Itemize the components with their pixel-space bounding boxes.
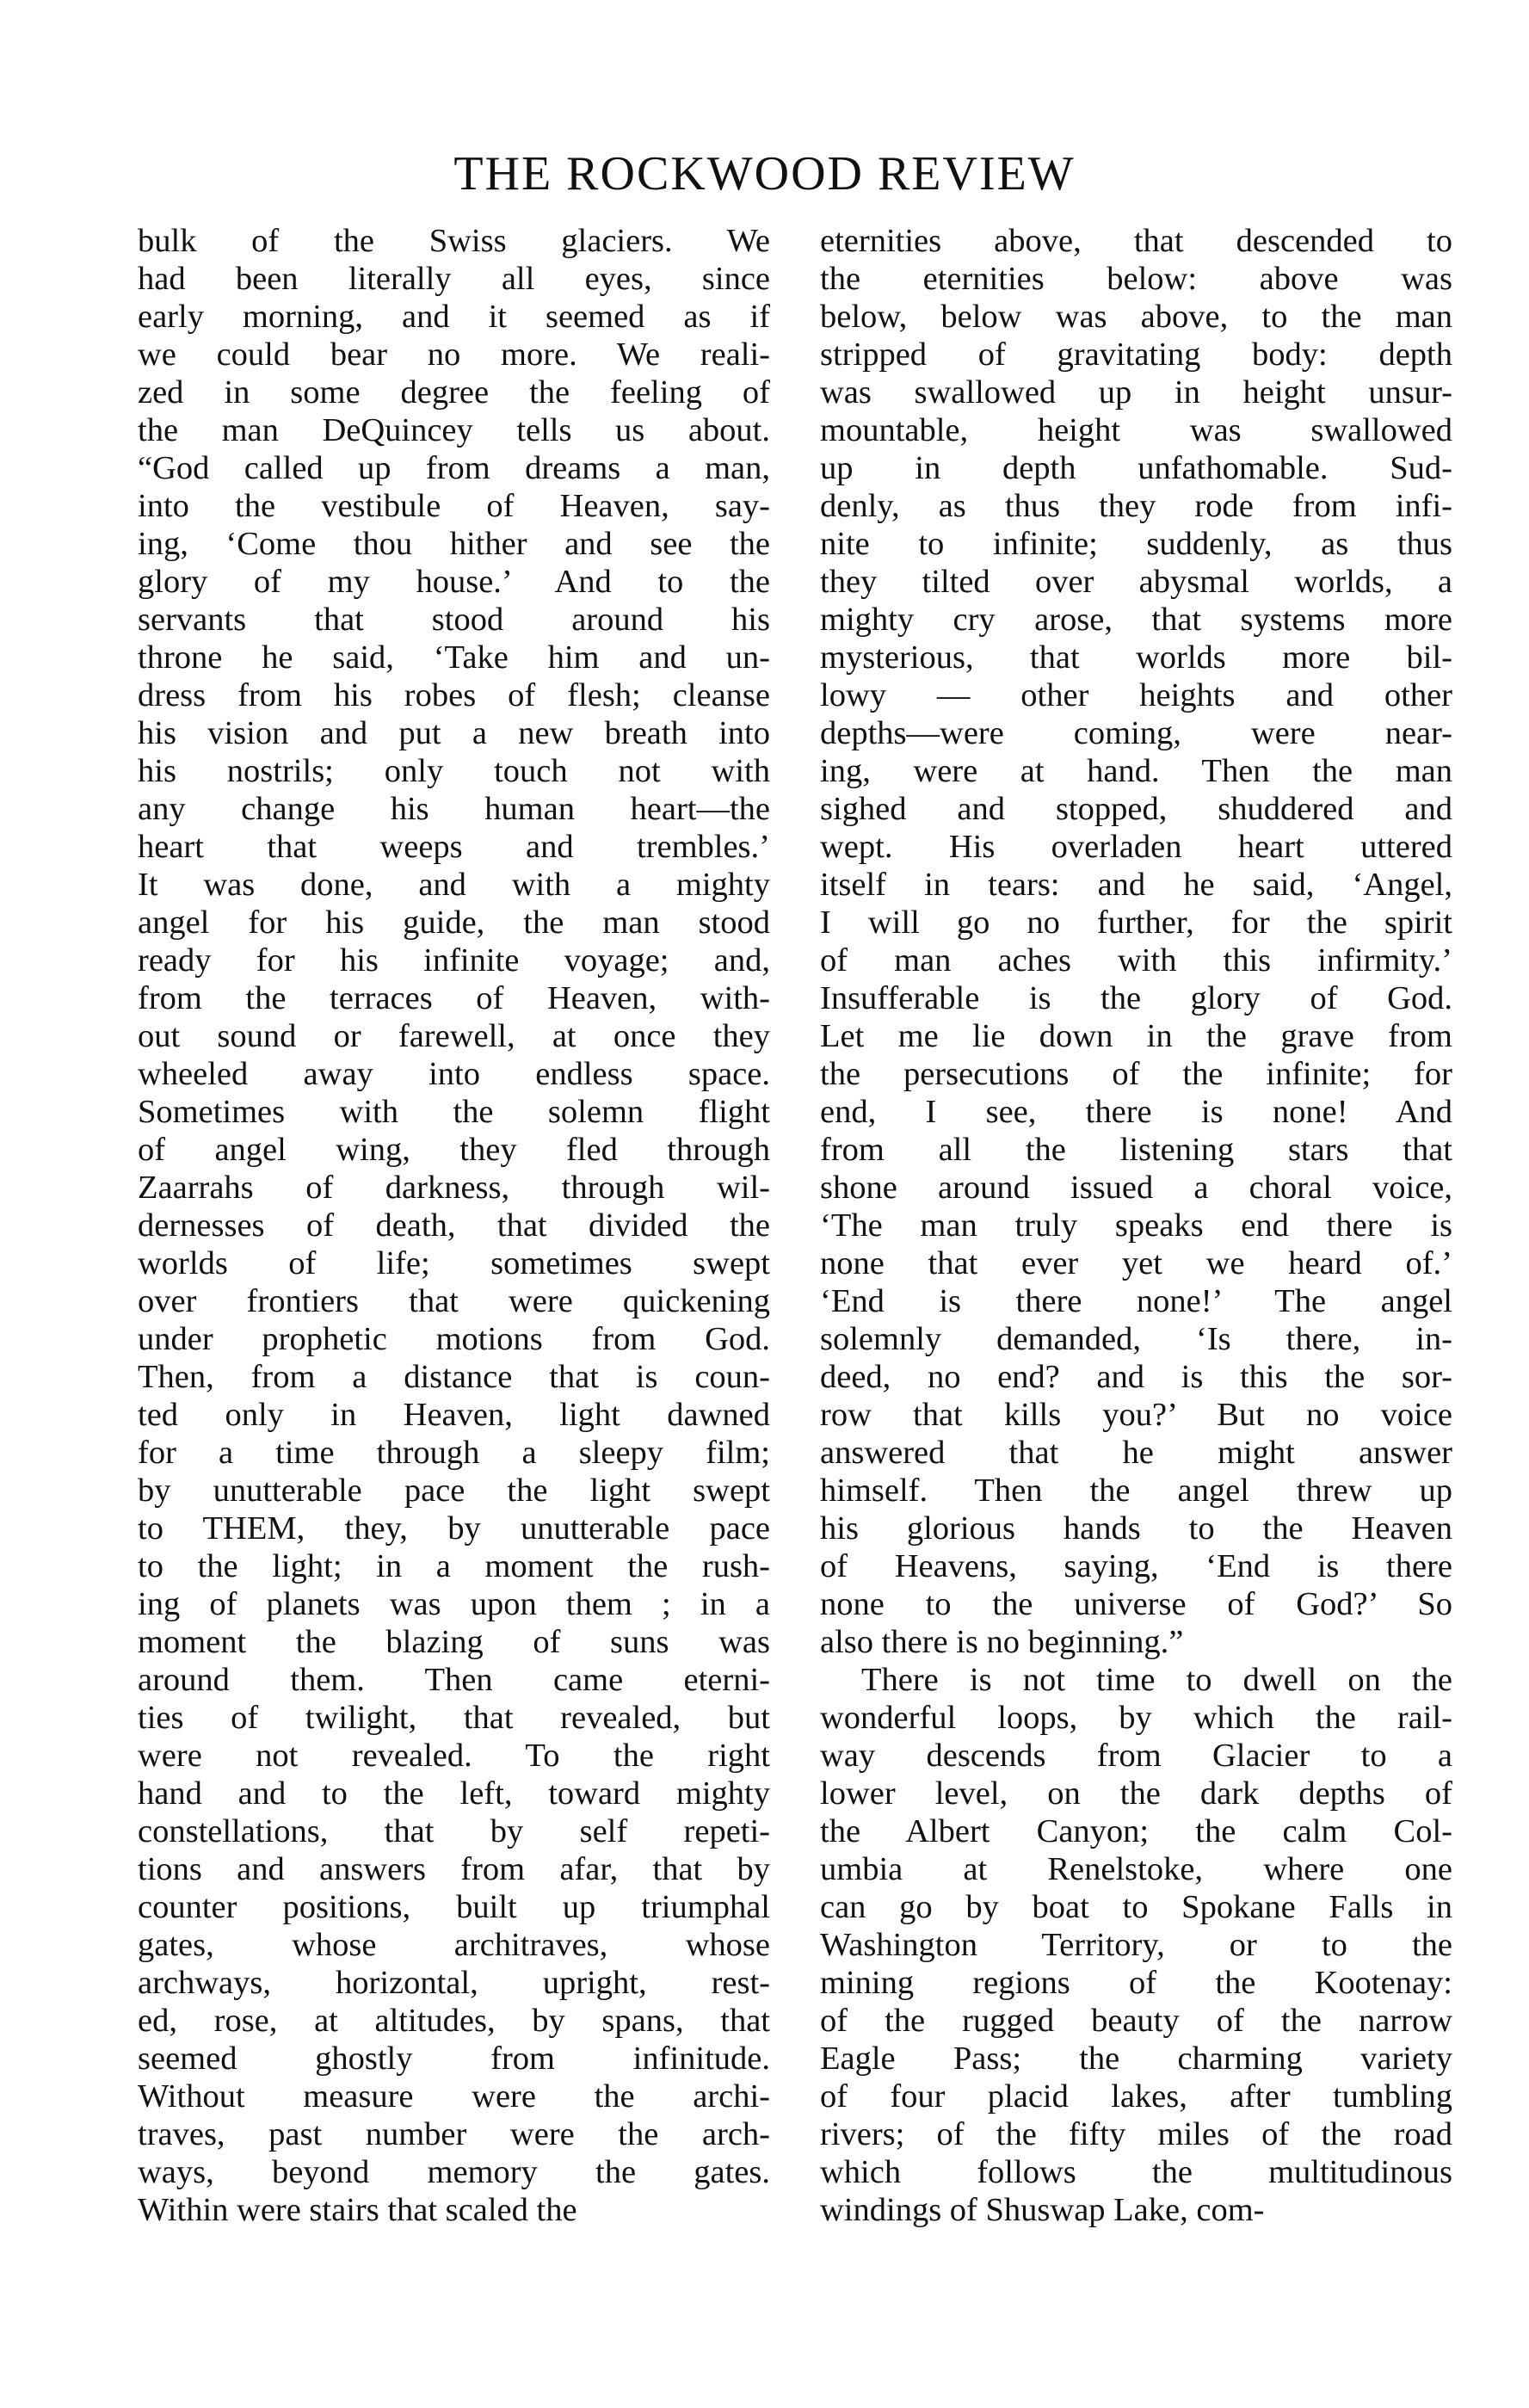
text-line: over frontiers that were quickening xyxy=(138,1283,770,1319)
text-line: zed in some degree the feeling of xyxy=(138,374,770,411)
text-line: Eagle Pass; the charming variety xyxy=(820,2041,1452,2077)
text-line: counter positions, built up triumphal xyxy=(138,1889,770,1925)
text-line: solemnly demanded, ‘Is there, in- xyxy=(820,1321,1452,1357)
running-title: THE ROCKWOOD REVIEW xyxy=(453,147,1076,201)
text-line: gates, whose architraves, whose xyxy=(138,1927,770,1963)
text-line: wept. His overladen heart uttered xyxy=(820,829,1452,865)
text-line: of four placid lakes, after tumbling xyxy=(820,2078,1452,2115)
text-line: for a time through a sleepy film; xyxy=(138,1435,770,1471)
text-line: of Heavens, saying, ‘End is there xyxy=(820,1548,1452,1584)
text-line: ed, rose, at altitudes, by spans, that xyxy=(138,2003,770,2039)
text-line: rivers; of the fifty miles of the road xyxy=(820,2116,1452,2152)
text-line: we could bear no more. We reali- xyxy=(138,337,770,373)
text-line: itself in tears: and he said, ‘Angel, xyxy=(820,867,1452,903)
text-line: of the rugged beauty of the narrow xyxy=(820,2003,1452,2039)
text-line: glory of my house.’ And to the xyxy=(138,564,770,600)
text-line: up in depth unfathomable. Sud- xyxy=(820,450,1452,486)
text-line: himself. Then the angel threw up xyxy=(820,1473,1452,1509)
text-line: the man DeQuincey tells us about. xyxy=(138,412,770,448)
text-line: nite to infinite; suddenly, as thus xyxy=(820,526,1452,562)
text-line: ing of planets was upon them ; in a xyxy=(138,1586,770,1622)
text-line: ways, beyond memory the gates. xyxy=(138,2154,770,2190)
text-line: tions and answers from afar, that by xyxy=(138,1851,770,1887)
text-line: There is not time to dwell on the xyxy=(861,1662,1452,1698)
text-line: around them. Then came eterni- xyxy=(138,1662,770,1698)
text-line: by unutterable pace the light swept xyxy=(138,1473,770,1509)
text-line: windings of Shuswap Lake, com- xyxy=(820,2192,1265,2228)
text-line: row that kills you?’ But no voice xyxy=(820,1397,1452,1433)
text-line: umbia at Renelstoke, where one xyxy=(820,1851,1452,1887)
text-line: can go by boat to Spokane Falls in xyxy=(820,1889,1452,1925)
text-line: to THEM, they, by unutterable pace xyxy=(138,1510,770,1547)
text-line: Washington Territory, or to the xyxy=(820,1927,1452,1963)
text-line: denly, as thus they rode from infi- xyxy=(820,488,1452,524)
text-line: traves, past number were the arch- xyxy=(138,2116,770,2152)
text-line: deed, no end? and is this the sor- xyxy=(820,1359,1452,1395)
text-line: It was done, and with a mighty xyxy=(138,867,770,903)
text-line: of angel wing, they fled through xyxy=(138,1132,770,1168)
text-line: end, I see, there is none! And xyxy=(820,1094,1452,1130)
text-line: of man aches with this infirmity.’ xyxy=(820,942,1452,979)
text-line: stripped of gravitating body: depth xyxy=(820,337,1452,373)
text-line: wheeled away into endless space. xyxy=(138,1056,770,1092)
text-line: ties of twilight, that revealed, but xyxy=(138,1700,770,1736)
text-line: wonderful loops, by which the rail- xyxy=(820,1700,1452,1736)
right-text-column xyxy=(820,222,1452,2229)
text-line: his glorious hands to the Heaven xyxy=(820,1510,1452,1547)
text-line: Zaarrahs of darkness, through wil- xyxy=(138,1170,770,1206)
text-line: worlds of life; sometimes swept xyxy=(138,1245,770,1281)
text-line: shone around issued a choral voice, xyxy=(820,1170,1452,1206)
text-line: mining regions of the Kootenay: xyxy=(820,1965,1452,2001)
text-line: from the terraces of Heaven, with- xyxy=(138,980,770,1016)
text-line: below, below was above, to the man xyxy=(820,299,1452,335)
text-line: which follows the multitudinous xyxy=(820,2154,1452,2190)
text-line: depths—were coming, were near- xyxy=(820,715,1452,751)
text-line: heart that weeps and trembles.’ xyxy=(138,829,770,865)
text-line: out sound or farewell, at once they xyxy=(138,1018,770,1054)
text-line: dress from his robes of flesh; cleanse xyxy=(138,677,770,713)
text-line: ted only in Heaven, light dawned xyxy=(138,1397,770,1433)
text-line: any change his human heart—the xyxy=(138,791,770,827)
text-line: none to the universe of God?’ So xyxy=(820,1586,1452,1622)
text-line: from all the listening stars that xyxy=(820,1132,1452,1168)
text-line: “God called up from dreams a man, xyxy=(138,450,770,486)
text-line: eternities above, that descended to xyxy=(820,223,1452,259)
text-line: mountable, height was swallowed xyxy=(820,412,1452,448)
text-line: Insufferable is the glory of God. xyxy=(820,980,1452,1016)
text-line: lower level, on the dark depths of xyxy=(820,1775,1452,1812)
text-line: ‘End is there none!’ The angel xyxy=(820,1283,1452,1319)
text-line: Then, from a distance that is coun- xyxy=(138,1359,770,1395)
text-line: moment the blazing of suns was xyxy=(138,1624,770,1660)
text-line: seemed ghostly from infinitude. xyxy=(138,2041,770,2077)
text-line: into the vestibule of Heaven, say- xyxy=(138,488,770,524)
text-line: throne he said, ‘Take him and un- xyxy=(138,639,770,676)
text-line: to the light; in a moment the rush- xyxy=(138,1548,770,1584)
text-line: Within were stairs that scaled the xyxy=(138,2192,577,2228)
text-line: constellations, that by self repeti- xyxy=(138,1813,770,1849)
text-line: the persecutions of the infinite; for xyxy=(820,1056,1452,1092)
text-line: sighed and stopped, shuddered and xyxy=(820,791,1452,827)
text-line: lowy — other heights and other xyxy=(820,677,1452,713)
left-text-column xyxy=(138,222,770,2229)
text-line: ready for his infinite voyage; and, xyxy=(138,942,770,979)
text-line: his nostrils; only touch not with xyxy=(138,753,770,789)
text-line: answered that he might answer xyxy=(820,1435,1452,1471)
text-line: his vision and put a new breath into xyxy=(138,715,770,751)
text-line: bulk of the Swiss glaciers. We xyxy=(138,223,770,259)
text-line: also there is no beginning.” xyxy=(820,1624,1184,1660)
text-line: dernesses of death, that divided the xyxy=(138,1207,770,1244)
text-line: archways, horizontal, upright, rest- xyxy=(138,1965,770,2001)
text-line: angel for his guide, the man stood xyxy=(138,905,770,941)
text-line: mysterious, that worlds more bil- xyxy=(820,639,1452,676)
text-line: were not revealed. To the right xyxy=(138,1738,770,1774)
text-line: ing, were at hand. Then the man xyxy=(820,753,1452,789)
text-line: I will go no further, for the spirit xyxy=(820,905,1452,941)
text-line: the Albert Canyon; the calm Col- xyxy=(820,1813,1452,1849)
text-line: ing, ‘Come thou hither and see the xyxy=(138,526,770,562)
text-line: servants that stood around his xyxy=(138,602,770,638)
text-line: the eternities below: above was xyxy=(820,261,1452,297)
text-line: under prophetic motions from God. xyxy=(138,1321,770,1357)
text-line: they tilted over abysmal worlds, a xyxy=(820,564,1452,600)
text-line: Without measure were the archi- xyxy=(138,2078,770,2115)
text-line: hand and to the left, toward mighty xyxy=(138,1775,770,1812)
text-line: Let me lie down in the grave from xyxy=(820,1018,1452,1054)
text-line: was swallowed up in height unsur- xyxy=(820,374,1452,411)
text-line: mighty cry arose, that systems more xyxy=(820,602,1452,638)
text-line: none that ever yet we heard of.’ xyxy=(820,1245,1452,1281)
text-line: Sometimes with the solemn flight xyxy=(138,1094,770,1130)
text-line: had been literally all eyes, since xyxy=(138,261,770,297)
text-line: way descends from Glacier to a xyxy=(820,1738,1452,1774)
text-line: ‘The man truly speaks end there is xyxy=(820,1207,1452,1244)
text-line: early morning, and it seemed as if xyxy=(138,299,770,335)
